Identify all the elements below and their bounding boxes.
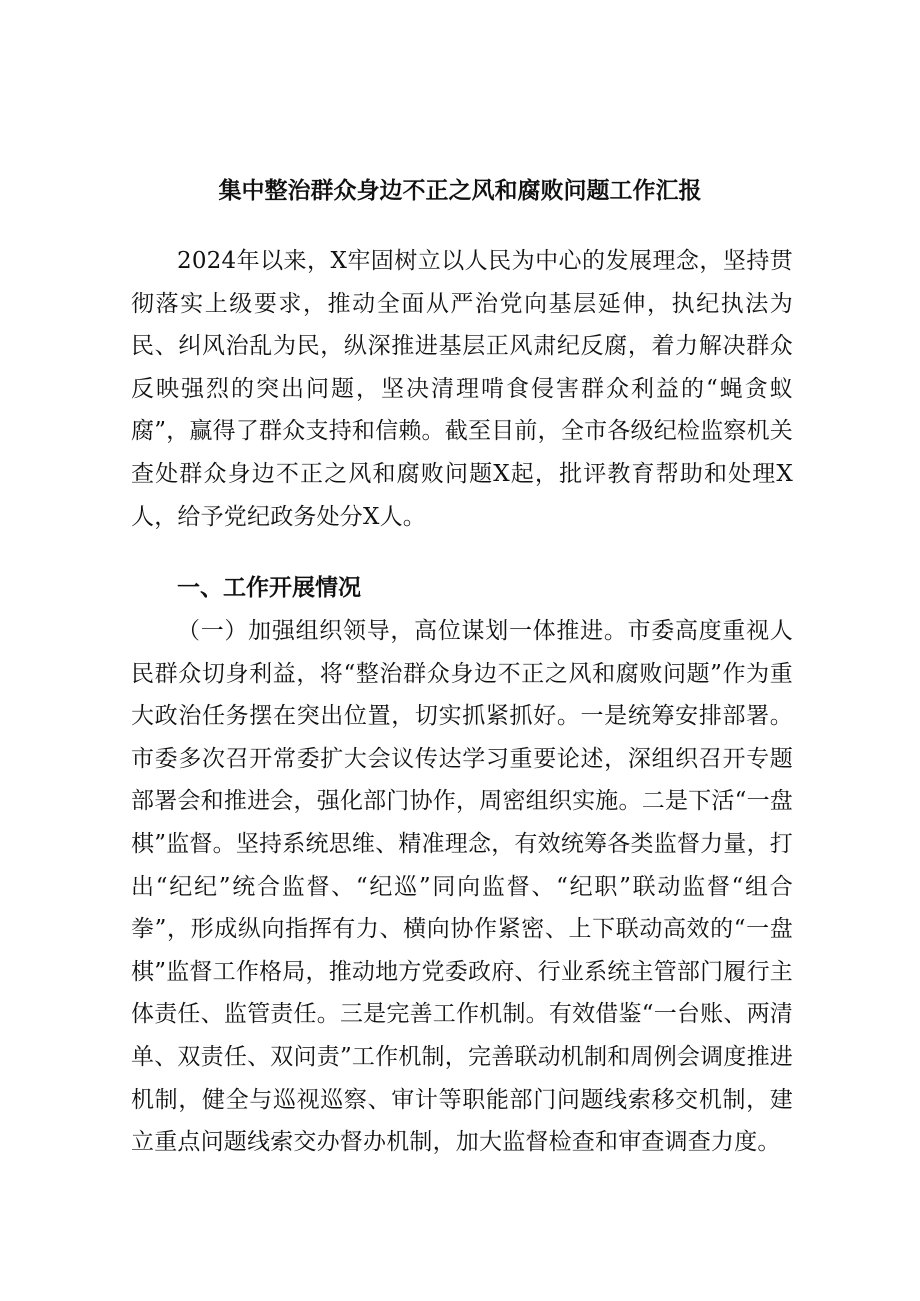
section-paragraph: （一）加强组织领导，高位谋划一体推进。市委高度重视人民群众切身利益，将“整治群众身边不正之风和腐败问题”作为重大政治任务摆在突出位置，切实抓紧抓好。一是统筹安排部署。市委多次召开常委扩大会议传达学习重要论述，深组织召开专题部署会和推进会，强化部门协作，周密组织实施。二是下活“一盘棋”监督。坚持系统思维、精准理念，有效统筹各类监督力量，打出“纪纪”统合监督、“纪巡”同向监督、“纪职”联动监督“组合拳”，形成纵向指挥有力、横向协作紧密、上下联动高效的“一盘棋”监督工作格局，推动地方党委政府、行业系统主管部门履行主体责任、监管责任。三是完善工作机制。有效借鉴“一台账、两清单、双责任、双问责”工作机制，完善联动机制和周例会调度推进机制，健全与巡视巡察、审计等职能部门问题线索移交机制，建立重点问题线索交办督办机制，加大监督检查和审查调查力度。 [131, 618, 793, 1156]
section-heading: 一、工作开展情况 [177, 575, 361, 601]
document-title: 集中整治群众身边不正之风和腐败问题工作汇报 [218, 178, 702, 204]
intro-paragraph: 2024年以来，X牢固树立以人民为中心的发展理念，坚持贯彻落实上级要求，推动全面从严治党向基层延伸，执纪执法为民、纠风治乱为民，纵深推进基层正风肃纪反腐，着力解决群众反映强烈的突出问题，坚决清理啃食侵害群众利益的“蝇贪蚁腐”，赢得了群众支持和信赖。截至目前，全市各级纪检监察机关查处群众身边不正之风和腐败问题X起，批评教育帮助和处理X人，给予党纪政务处分X人。 [131, 248, 793, 530]
